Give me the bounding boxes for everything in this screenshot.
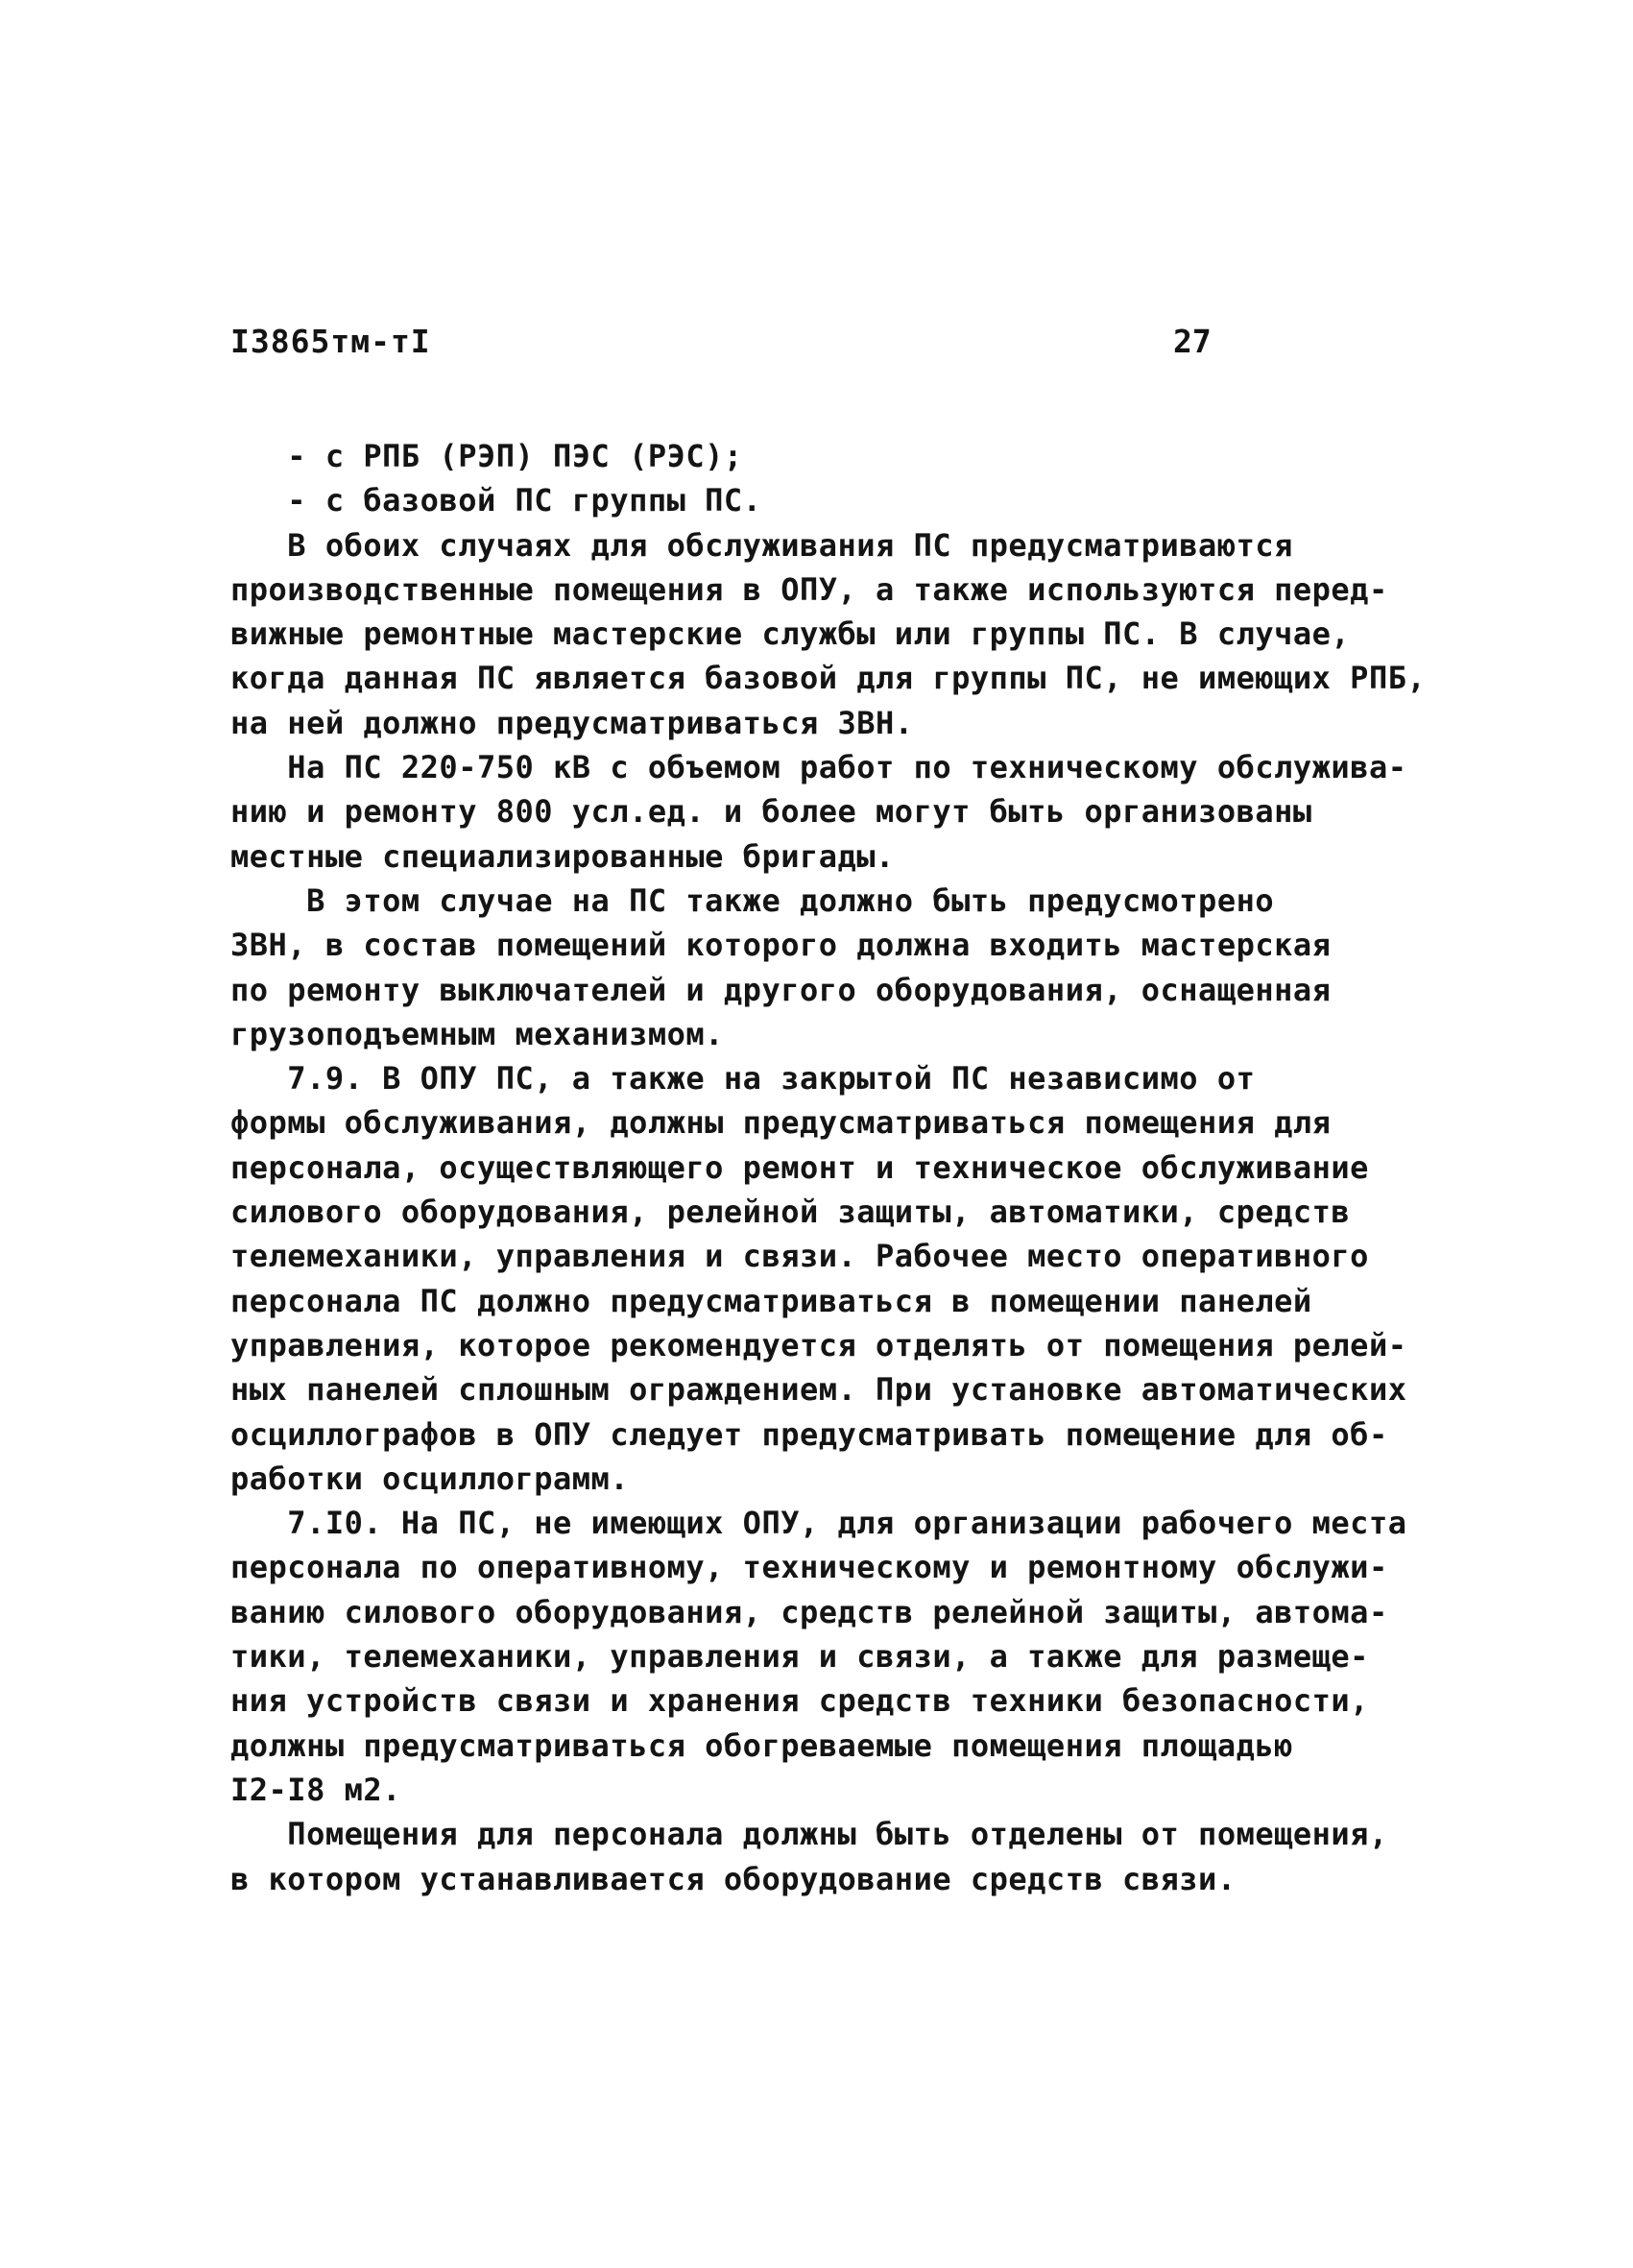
text-line: - с РПБ (РЭП) ПЭС (РЭС); — [230, 438, 743, 474]
text-line: ЗВН, в состав помещений которого должна входить мастерская — [230, 927, 1332, 964]
text-line: телемеханики, управления и связи. Рабочее место оперативного — [230, 1238, 1369, 1275]
text-line: нию и ремонту 800 усл.ед. и более могут быть организованы — [230, 793, 1312, 831]
text-line: ванию силового оборудования, средств релейной защиты, автома- — [230, 1593, 1388, 1630]
body-text — [230, 434, 1427, 1901]
text-line: персонала ПС должно предусматриваться в помещении панелей — [230, 1282, 1312, 1319]
text-line: вижные ремонтные мастерские службы или группы ПС. В случае, — [230, 615, 1351, 653]
text-line: на ней должно предусматриваться ЗВН. — [230, 704, 914, 741]
text-line: тики, телемеханики, управления и связи, а также для размеще- — [230, 1638, 1369, 1676]
text-line: Помещения для персонала должны быть отделены от помещения, — [230, 1816, 1388, 1853]
document-code: I3865тм-тI — [230, 323, 431, 360]
text-line: работки осциллограмм. — [230, 1460, 630, 1497]
text-line: грузоподъемным механизмом. — [230, 1015, 724, 1052]
text-line: должны предусматриваться обогреваемые помещения площадью — [230, 1726, 1293, 1764]
text-line: В этом случае на ПС также должно быть предусмотрено — [230, 881, 1275, 919]
text-line: ных панелей сплошным ограждением. При установке автоматических — [230, 1371, 1407, 1409]
text-line: - с базовой ПС группы ПС. — [230, 482, 762, 519]
text-line: персонала по оперативному, техническому и ремонтному обслужи- — [230, 1549, 1388, 1586]
page-number: 27 — [1173, 323, 1212, 360]
text-line: в котором устанавливается оборудование средств связи. — [230, 1860, 1237, 1897]
text-line: 7.I0. На ПС, не имеющих ОПУ, для организации рабочего места — [230, 1505, 1407, 1542]
text-line: местные специализированные бригады. — [230, 837, 895, 875]
text-line: формы обслуживания, должны предусматриваться помещения для — [230, 1104, 1332, 1142]
text-line: 7.9. В ОПУ ПС, а также на закрытой ПС независимо от — [230, 1060, 1256, 1098]
text-line: В обоих случаях для обслуживания ПС предусматриваются — [230, 526, 1293, 564]
text-line: управления, которое рекомендуется отделять от помещения релей- — [230, 1326, 1407, 1363]
text-line: силового оборудования, релейной защиты, автоматики, средств — [230, 1194, 1351, 1231]
text-line: На ПС 220-750 кВ с объемом работ по техническому обслужива- — [230, 749, 1407, 786]
text-line: производственные помещения в ОПУ, а также используются перед- — [230, 570, 1388, 608]
text-line: персонала, осуществляющего ремонт и техническое обслуживание — [230, 1148, 1369, 1186]
text-line: по ремонту выключателей и другого оборудования, оснащенная — [230, 971, 1332, 1008]
text-line: ния устройств связи и хранения средств техники безопасности, — [230, 1682, 1369, 1720]
text-line: I2-I8 м2. — [230, 1771, 401, 1808]
text-line: осциллографов в ОПУ следует предусматривать помещение для об- — [230, 1415, 1388, 1453]
text-line: когда данная ПС является базовой для группы ПС, не имеющих РПБ, — [230, 660, 1427, 697]
